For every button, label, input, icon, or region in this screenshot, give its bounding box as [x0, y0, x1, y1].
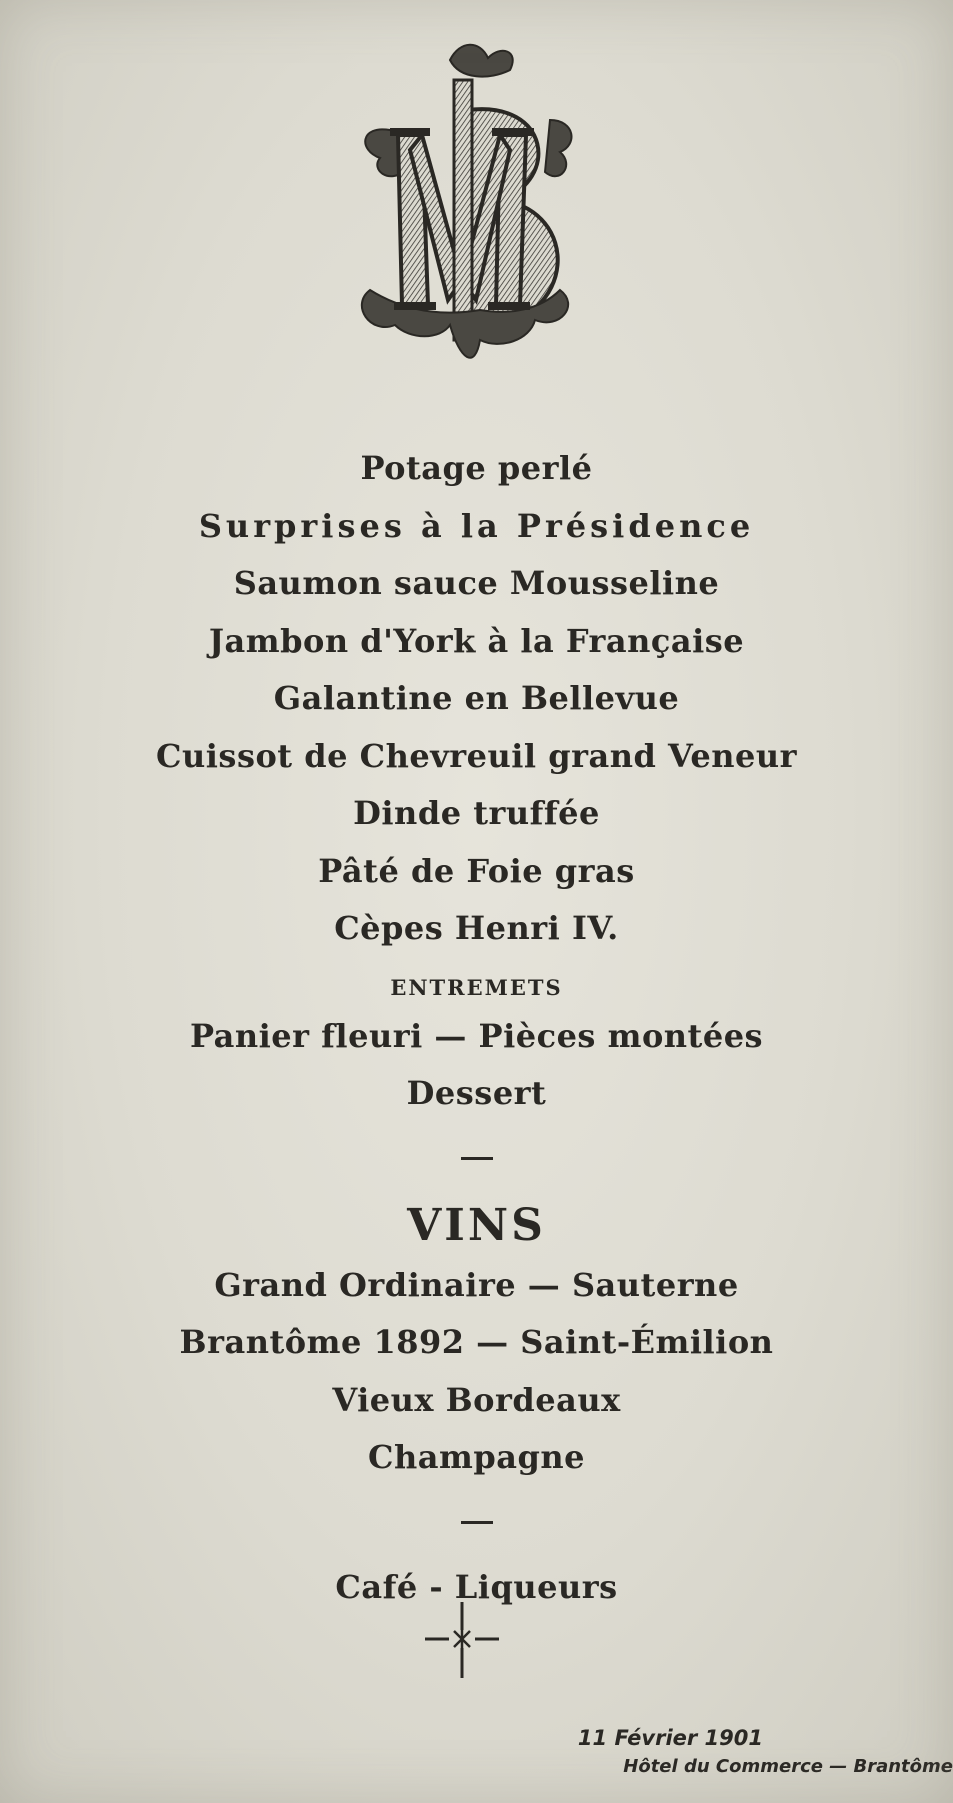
dish-jambon: Jambon d'York à la Française: [208, 621, 745, 660]
divider-1: [0, 1123, 953, 1195]
dish-surprises: Surprises à la Présidence: [198, 506, 755, 545]
dish-pate: Pâté de Foie gras: [318, 851, 635, 890]
entremets-heading: ENTREMETS: [390, 974, 563, 1000]
dish-saumon: Saumon sauce Mousseline: [233, 564, 720, 602]
entremets-dessert: Dessert: [406, 1074, 547, 1112]
menu-list: [0, 440, 953, 1616]
dish-galantine: Galantine en Bellevue: [273, 679, 680, 717]
dish-cepes: Cèpes Henri IV.: [334, 909, 619, 947]
footer-date: 11 Février 1901: [577, 1726, 763, 1750]
vin-vieux-bordeaux: Vieux Bordeaux: [332, 1380, 621, 1419]
vin-champagne: Champagne: [368, 1438, 585, 1476]
vins-heading: VINS: [407, 1199, 546, 1251]
entremets-panier: Panier fleuri — Pièces montées: [189, 1016, 764, 1055]
monogram-emblem: [350, 40, 584, 370]
footer-place: Hôtel du Commerce — Brantôme: [623, 1756, 953, 1777]
footer: [577, 1722, 953, 1777]
dish-cuissot: Cuissot de Chevreuil grand Veneur: [156, 736, 797, 775]
cross-ornament-icon: [423, 1600, 501, 1680]
vin-brantome: Brantôme 1892 — Saint-Émilion: [179, 1323, 774, 1361]
divider-2: [0, 1487, 953, 1559]
dish-potage: Potage perlé: [360, 449, 593, 487]
dish-dinde: Dinde truffée: [353, 794, 600, 832]
cafe-liqueurs: Café - Liqueurs: [335, 1567, 618, 1606]
vin-grand-ordinaire: Grand Ordinaire — Sauterne: [214, 1265, 739, 1304]
